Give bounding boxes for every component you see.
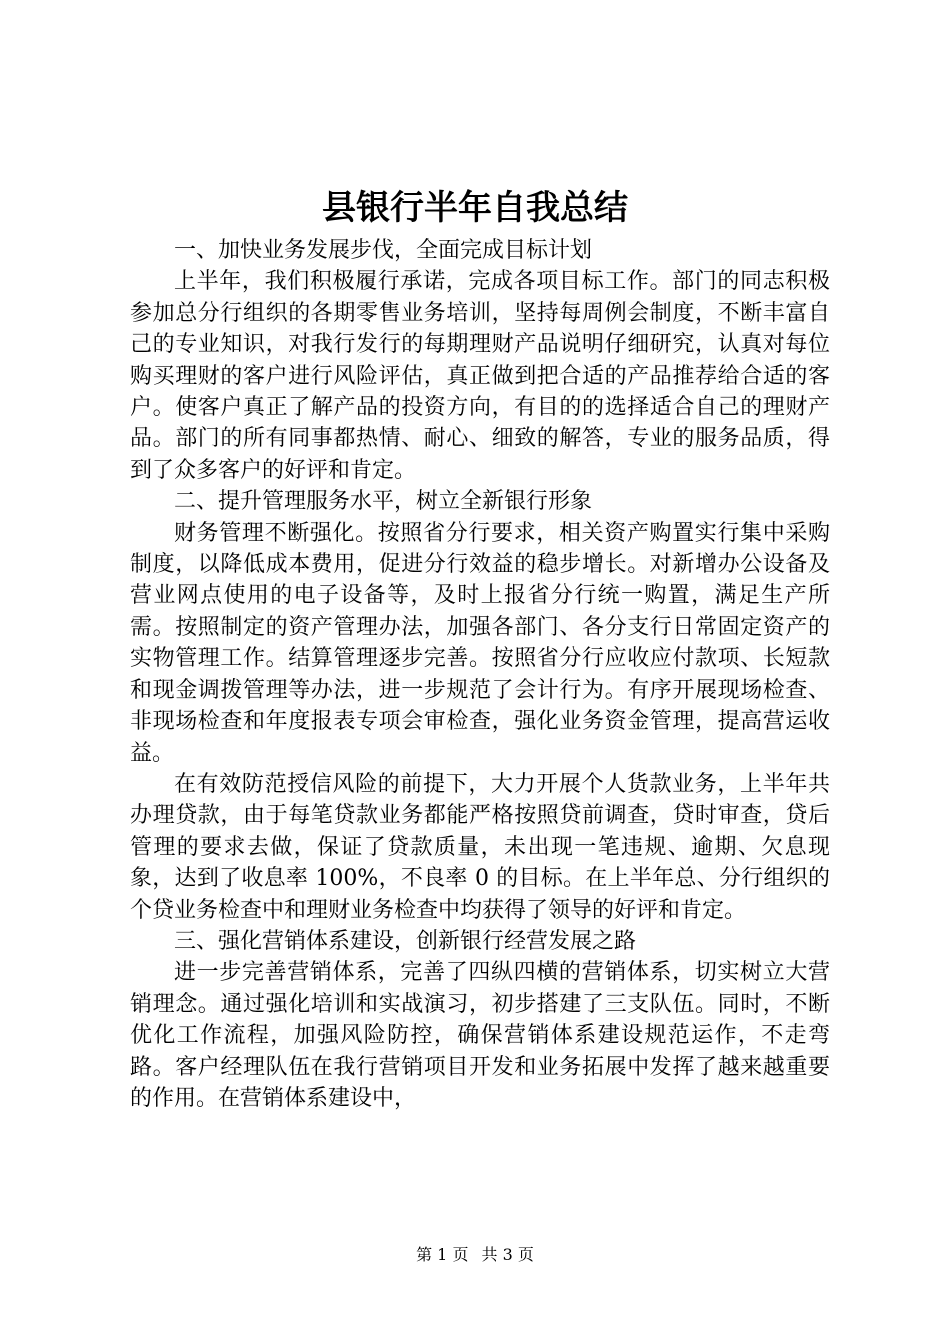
paragraph-3: 在有效防范授信风险的前提下，大力开展个人货款业务，上半年共办理贷款，由于每笔贷款业务都能严格按照贷前调查，贷时审查，贷后管理的要求去做，保证了贷款质量，未出现一笔违规、逾期、欠息现象，达到了收息率 100%，不良率 0 的目标。在上半年总、分行组织的个贷业务检查中和理财业务检查中均获得了领导的好评和肯定。 [130, 771, 830, 923]
section-heading-1: 一、加快业务发展步伐，全面完成目标计划 [174, 238, 593, 263]
section-heading-2: 二、提升管理服务水平，树立全新银行形象 [174, 489, 593, 515]
paragraph-2: 财务管理不断强化。按照省分行要求，相关资产购置实行集中采购制度，以降低成本费用，促进分行效益的稳步增长。对新增办公设备及营业网点使用的电子设备等，及时上报省分行统一购置，满足生产所需。按照制定的资产管理办法，加强各部门、各分支行日常固定资产的实物管理工作。结算管理逐步完善。按照省分行应收应付款项、长短款和现金调拨管理等办法，进一步规范了会计行为。有序开展现场检查、非现场检查和年度报表专项会审检查，强化业务资金管理，提高营运收益。 [130, 520, 830, 766]
page-total: 共 3 页 [481, 1245, 534, 1264]
paragraph-1: 上半年，我们积极履行承诺，完成各项目标工作。部门的同志积极参加总分行组织的各期零售业务培训，坚持每周例会制度，不断丰富自己的专业知识，对我行发行的每期理财产品说明仔细研究，认真对每位购买理财的客户进行风险评估，真正做到把合适的产品推荐给合适的客户。使客户真正了解产品的投资方向，有目的的选择适合自己的理财产品。部门的所有同事都热情、耐心、细致的解答，专业的服务品质，得到了众多客户的好评和肯定。 [130, 269, 830, 483]
document-body [130, 235, 830, 1114]
page-number: 第 1 页 [416, 1245, 469, 1264]
paragraph-4: 进一步完善营销体系，完善了四纵四横的营销体系，切实树立大营销理念。通过强化培训和实战演习，初步搭建了三支队伍。同时，不断优化工作流程，加强风险防控，确保营销体系建设规范运作，不走弯路。客户经理队伍在我行营销项目开发和业务拓展中发挥了越来越重要的作用。在营销体系建设中， [130, 960, 830, 1111]
document-title: 县银行半年自我总结 [322, 188, 628, 228]
page-footer [0, 1245, 950, 1265]
section-heading-3: 三、强化营销体系建设，创新银行经营发展之路 [174, 928, 637, 954]
